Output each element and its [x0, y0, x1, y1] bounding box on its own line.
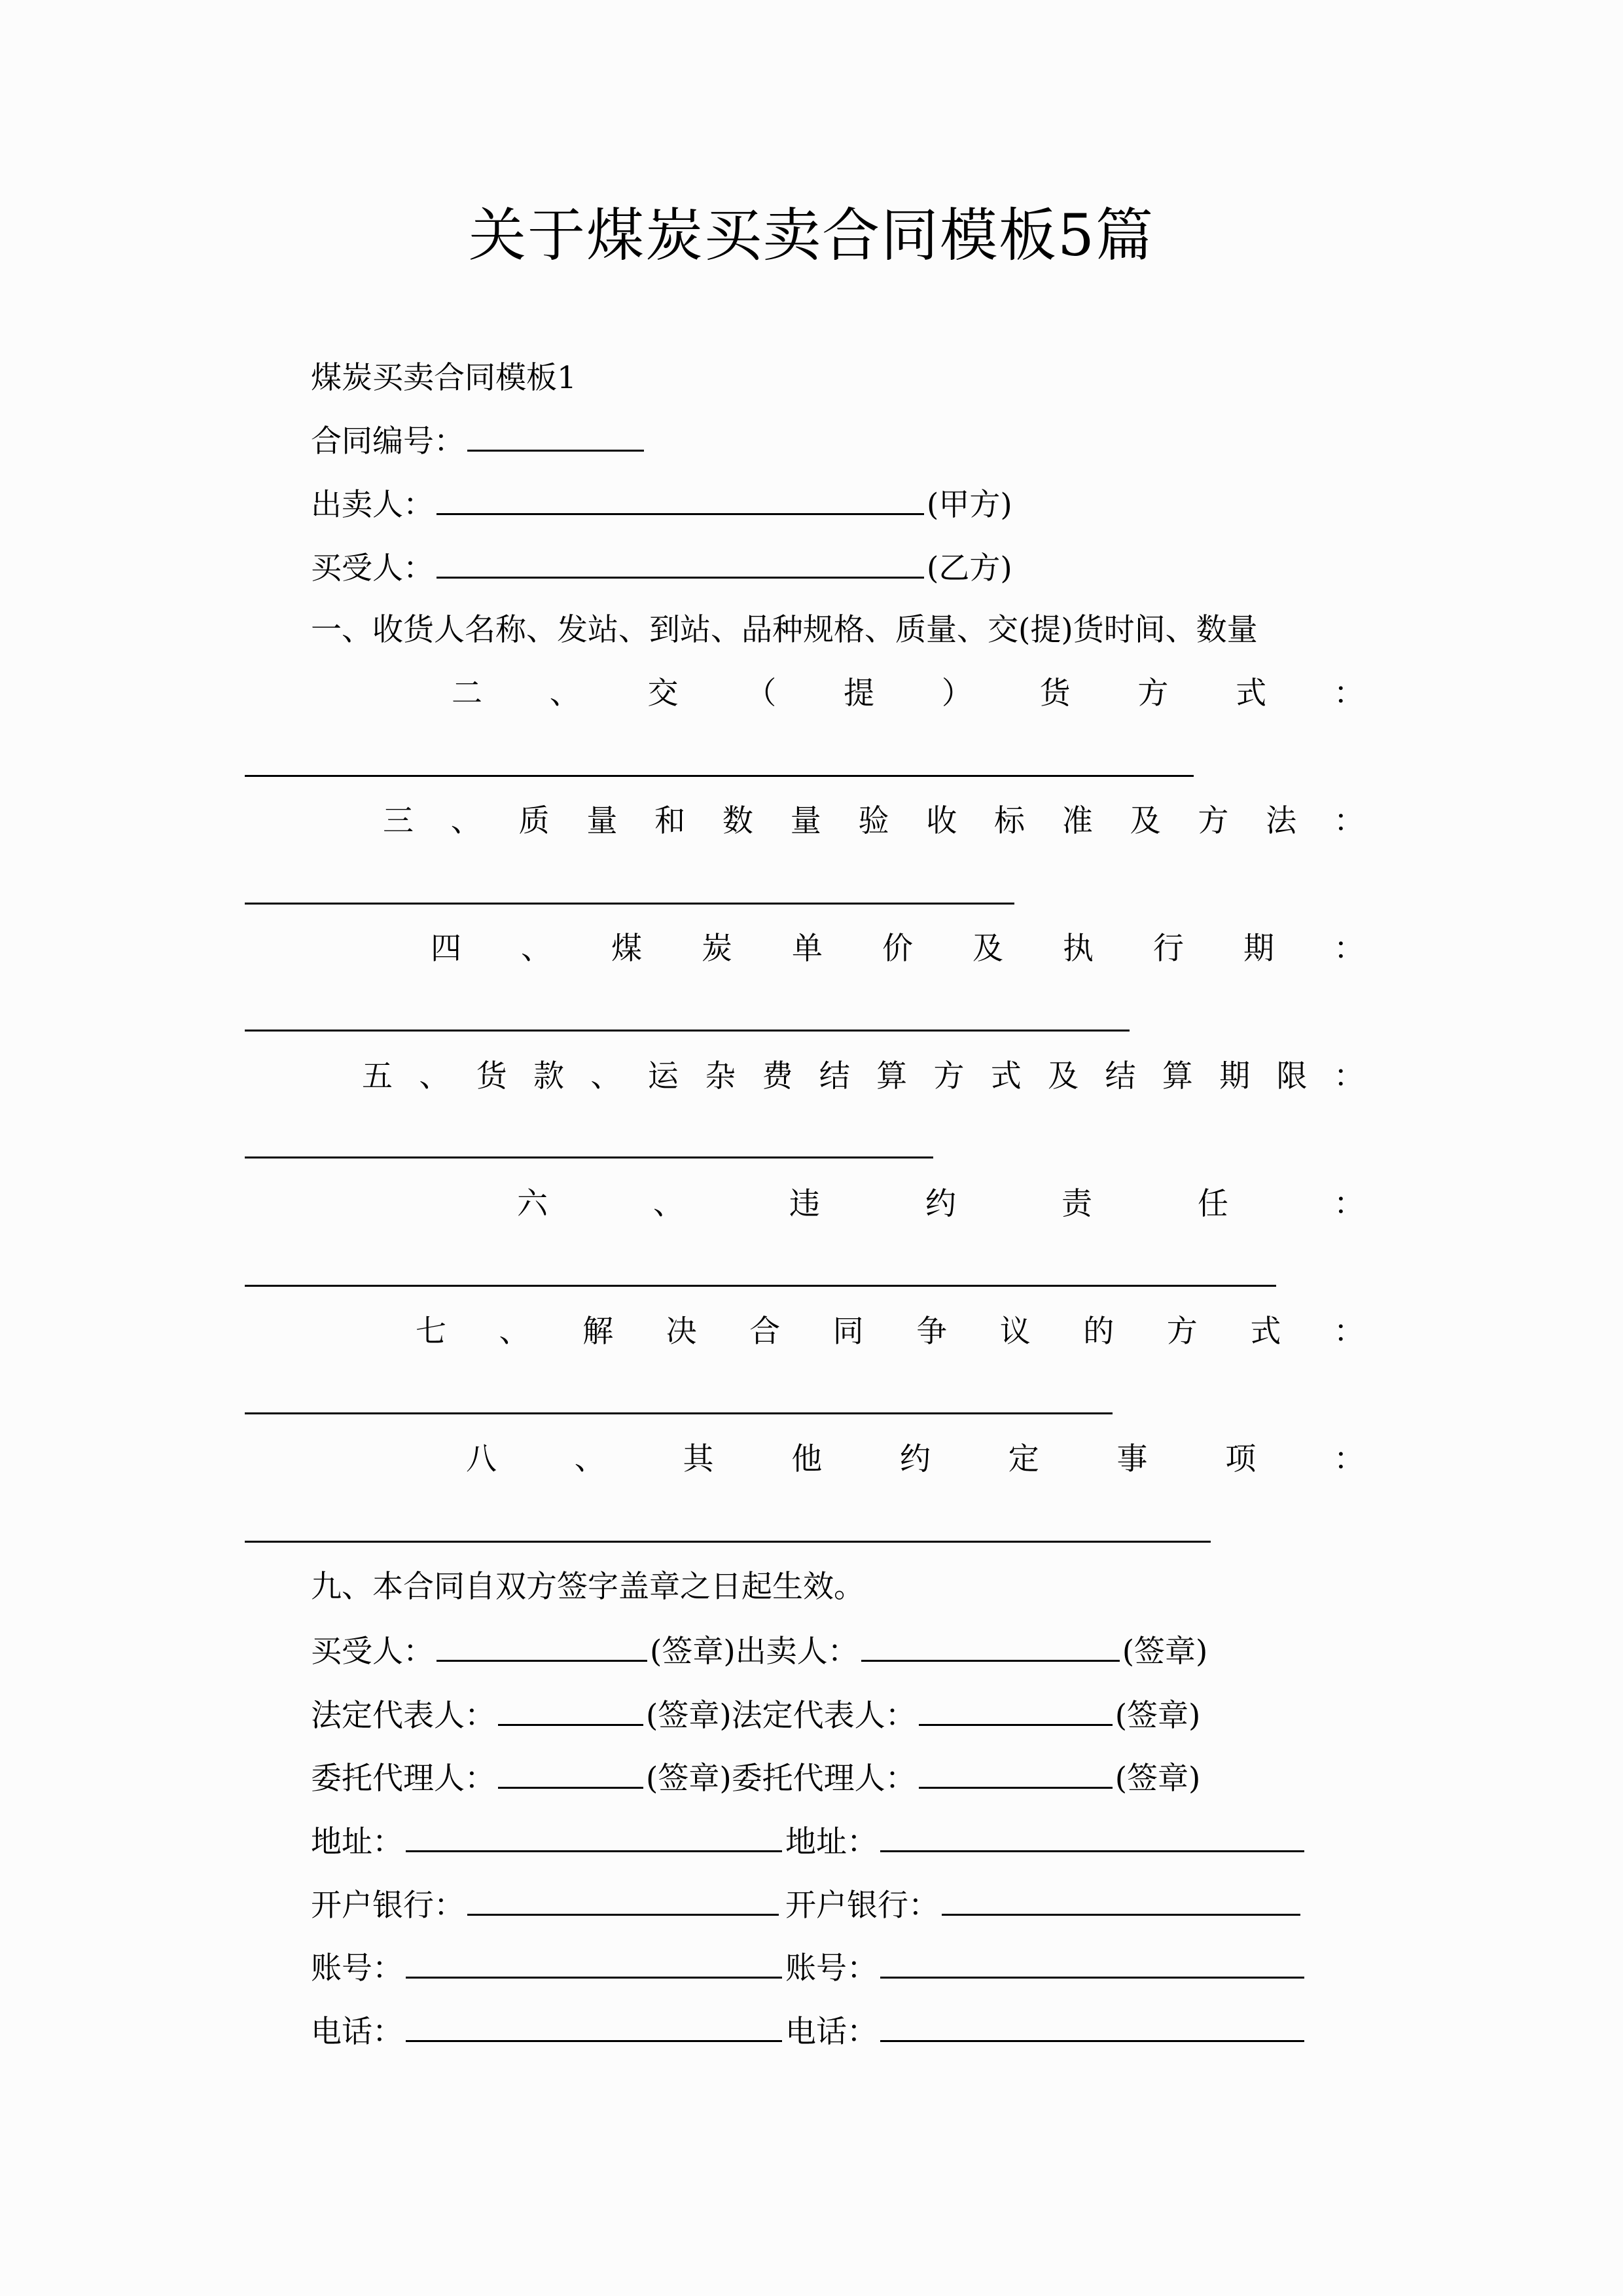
clause-char: 算 — [1162, 1058, 1193, 1094]
clause-char: 价 — [882, 931, 913, 967]
clause-7-heading — [416, 1312, 1364, 1352]
buyer-address-label: 地址： — [311, 1824, 403, 1860]
info-row-account-right — [785, 1948, 1307, 1988]
clause-char: 、 — [450, 803, 482, 839]
seller-label: 出卖人： — [311, 487, 434, 523]
clause-7-answer-line[interactable] — [245, 1412, 1113, 1414]
clause-char: 任 — [1198, 1186, 1228, 1222]
clause-char: 五 — [362, 1058, 393, 1094]
clause-char: 方 — [1137, 675, 1169, 711]
buyer-agent-field[interactable] — [498, 1758, 643, 1789]
clause-char: 方 — [1198, 803, 1229, 839]
buyer-account-label: 账号： — [311, 1950, 403, 1986]
clause-char: ： — [1334, 1441, 1364, 1477]
buyer-suffix: (乙方) — [927, 550, 1012, 586]
clause-3-heading — [383, 802, 1364, 841]
buyer-row — [311, 548, 1012, 588]
buyer-sign-field[interactable] — [437, 1631, 647, 1662]
buyer-phone-label: 电话： — [311, 2014, 403, 2050]
buyer-field[interactable] — [437, 548, 924, 579]
clause-char: 期 — [1219, 1058, 1251, 1094]
buyer-legal-rep-field[interactable] — [498, 1695, 643, 1726]
clause-2-heading — [452, 674, 1364, 713]
buyer-bank-field[interactable] — [467, 1885, 779, 1916]
clause-char: 、 — [419, 1058, 450, 1094]
buyer-phone-field[interactable] — [406, 2011, 782, 2042]
info-row-address — [311, 1821, 785, 1862]
clause-6-answer-line[interactable] — [245, 1285, 1276, 1287]
buyer-label: 买受人： — [311, 550, 434, 586]
info-row-account — [311, 1948, 785, 1988]
clause-char: 争 — [916, 1314, 948, 1350]
clause-char: ： — [1334, 931, 1364, 967]
seller-address-label: 地址： — [785, 1824, 878, 1860]
buyer-address-field[interactable] — [406, 1821, 782, 1852]
clause-1: 一、收货人名称、发站、到站、品种规格、质量、交(提)货时间、数量 — [311, 612, 1258, 648]
seller-sign-suffix: (签章) — [1122, 1634, 1208, 1670]
clause-5-heading — [362, 1057, 1364, 1096]
info-row-phone-right — [785, 2011, 1307, 2052]
clause-5-answer-line[interactable] — [245, 1157, 933, 1158]
clause-char: 违 — [789, 1186, 820, 1222]
clause-char: 质 — [518, 803, 550, 839]
clause-char: 其 — [683, 1441, 714, 1477]
clause-char: 标 — [994, 803, 1026, 839]
clause-char: 法 — [1266, 803, 1297, 839]
clause-char: 和 — [654, 803, 686, 839]
seller-sign-field[interactable] — [861, 1631, 1120, 1662]
clause-char: 约 — [925, 1186, 956, 1222]
clause-char: 、 — [499, 1314, 530, 1350]
clause-char: 单 — [792, 931, 823, 967]
seller-phone-field[interactable] — [880, 2011, 1304, 2042]
info-row-phone — [311, 2011, 785, 2052]
clause-char: 式 — [990, 1058, 1022, 1094]
clause-char: 同 — [832, 1314, 864, 1350]
clause-char: ） — [941, 675, 972, 711]
clause-6-heading — [517, 1185, 1364, 1224]
clause-char: 量 — [790, 803, 821, 839]
clause-char: 责 — [1061, 1186, 1092, 1222]
clause-char: 结 — [1105, 1058, 1136, 1094]
clause-8-heading — [466, 1440, 1364, 1479]
clause-char: 三 — [383, 803, 414, 839]
clause-char: 七 — [416, 1314, 446, 1350]
clause-char: 解 — [582, 1314, 614, 1350]
clause-char: 煤 — [611, 931, 642, 967]
buyer-sign-label: 买受人： — [311, 1634, 434, 1670]
info-row-bank — [311, 1885, 781, 1926]
clause-char: 限 — [1276, 1058, 1308, 1094]
clause-3-answer-line[interactable] — [245, 903, 1014, 905]
clause-char: ： — [1333, 1058, 1364, 1094]
buyer-sign-suffix: (签章) — [650, 1634, 736, 1670]
clause-char: 算 — [876, 1058, 908, 1094]
clause-char: 数 — [722, 803, 753, 839]
signature-row-agent — [311, 1758, 1200, 1799]
seller-row — [311, 484, 1012, 525]
seller-legal-rep-field[interactable] — [919, 1695, 1113, 1726]
clause-char: （ — [745, 675, 777, 711]
clause-char: 合 — [749, 1314, 781, 1350]
seller-account-field[interactable] — [880, 1948, 1304, 1979]
seller-suffix: (甲方) — [927, 487, 1012, 523]
clause-2-answer-line[interactable] — [245, 775, 1194, 777]
buyer-legal-rep-label: 法定代表人： — [311, 1698, 495, 1734]
clause-char: 费 — [762, 1058, 793, 1094]
clause-char: 货 — [1039, 675, 1071, 711]
clause-char: 验 — [858, 803, 889, 839]
clause-char: 、 — [521, 931, 552, 967]
clause-char: 准 — [1061, 803, 1093, 839]
clause-char: 执 — [1063, 931, 1094, 967]
contract-number-label: 合同编号： — [311, 423, 465, 459]
seller-legal-rep-label: 法定代表人： — [731, 1698, 916, 1734]
contract-number-row — [311, 421, 647, 461]
clause-4-answer-line[interactable] — [245, 1030, 1130, 1031]
clause-char: 、 — [549, 675, 580, 711]
clause-char: ： — [1333, 1314, 1364, 1350]
clause-char: 收 — [926, 803, 957, 839]
clause-char: 议 — [999, 1314, 1031, 1350]
clause-char: 及 — [1048, 1058, 1079, 1094]
clause-char: 二 — [452, 675, 482, 711]
clause-char: 提 — [844, 675, 875, 711]
clause-char: 八 — [466, 1441, 497, 1477]
buyer-agent-label: 委托代理人： — [311, 1761, 495, 1797]
seller-agent-suffix: (签章) — [1115, 1761, 1201, 1797]
info-row-address-right — [785, 1821, 1307, 1862]
clause-char: 决 — [666, 1314, 697, 1350]
buyer-legal-rep-suffix: (签章) — [646, 1698, 732, 1734]
contract-number-field[interactable] — [467, 421, 644, 452]
clause-char: 结 — [819, 1058, 850, 1094]
seller-field[interactable] — [437, 484, 924, 515]
clause-char: 方 — [933, 1058, 965, 1094]
clause-char: 六 — [517, 1186, 548, 1222]
clause-char: 式 — [1236, 675, 1267, 711]
seller-bank-field[interactable] — [942, 1885, 1300, 1916]
clause-char: 、 — [574, 1441, 605, 1477]
clause-char: 方 — [1166, 1314, 1198, 1350]
clause-char: 量 — [586, 803, 618, 839]
signature-row-legal-rep — [311, 1695, 1200, 1736]
clause-char: 、 — [590, 1058, 622, 1094]
clause-char: ： — [1333, 675, 1364, 711]
clause-char: 及 — [1130, 803, 1161, 839]
clause-char: 炭 — [702, 931, 732, 967]
clause-char: 定 — [1008, 1441, 1039, 1477]
seller-phone-label: 电话： — [785, 2014, 878, 2050]
clause-char: 他 — [791, 1441, 823, 1477]
seller-agent-label: 委托代理人： — [731, 1761, 916, 1797]
clause-char: ： — [1333, 803, 1364, 839]
clause-char: 式 — [1250, 1314, 1281, 1350]
clause-8-answer-line[interactable] — [245, 1541, 1211, 1543]
seller-sign-label: 出卖人： — [735, 1634, 859, 1670]
seller-agent-field[interactable] — [919, 1758, 1113, 1789]
clause-char: 及 — [972, 931, 1003, 967]
seller-legal-rep-suffix: (签章) — [1115, 1698, 1201, 1734]
clause-char: 的 — [1083, 1314, 1115, 1350]
clause-char: 货 — [476, 1058, 507, 1094]
clause-char: 约 — [900, 1441, 931, 1477]
clause-char: 事 — [1116, 1441, 1148, 1477]
clause-char: 杂 — [705, 1058, 736, 1094]
seller-account-label: 账号： — [785, 1950, 878, 1986]
document-title: 关于煤炭买卖合同模板5篇 — [469, 202, 1154, 269]
clause-char: 四 — [431, 931, 461, 967]
clause-char: 、 — [653, 1186, 684, 1222]
seller-bank-label: 开户银行： — [785, 1888, 939, 1924]
clause-char: 运 — [647, 1058, 679, 1094]
buyer-bank-label: 开户银行： — [311, 1888, 465, 1924]
buyer-account-field[interactable] — [406, 1948, 782, 1979]
clause-char: 交 — [647, 675, 679, 711]
section-heading: 煤炭买卖合同模板1 — [311, 360, 577, 396]
clause-9: 九、本合同自双方签字盖章之日起生效。 — [311, 1569, 865, 1605]
clause-4-heading — [431, 929, 1364, 969]
buyer-agent-suffix: (签章) — [646, 1761, 732, 1797]
clause-char: 期 — [1243, 931, 1274, 967]
clause-char: 款 — [533, 1058, 565, 1094]
seller-address-field[interactable] — [880, 1821, 1304, 1852]
clause-char: 行 — [1153, 931, 1184, 967]
clause-char: ： — [1334, 1186, 1364, 1222]
signature-row-party — [311, 1631, 1207, 1672]
clause-char: 项 — [1225, 1441, 1257, 1477]
info-row-bank-right — [785, 1885, 1303, 1926]
